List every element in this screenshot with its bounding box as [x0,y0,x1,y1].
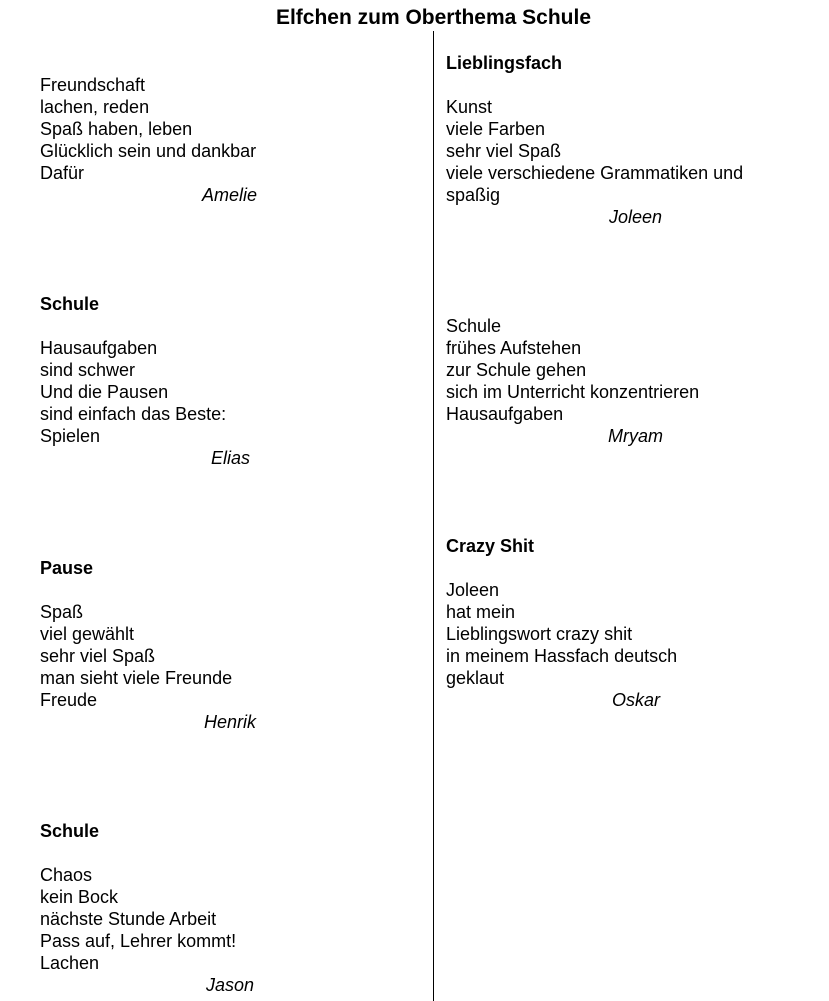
poem-line: Freude [40,690,98,710]
poem-lines [40,74,256,184]
poem-line: Joleen [446,580,500,600]
poem-line: sehr viel Spaß [446,141,562,161]
poem-line: Pass auf, Lehrer kommt! [40,931,237,951]
poem-line: sich im Unterricht konzentrieren [446,382,700,402]
poem-lines [40,337,226,447]
poem-line: kein Bock [40,887,119,907]
poem-line: spaßig [446,185,501,205]
poem-jason [40,820,236,974]
poem-line: zur Schule gehen [446,360,587,380]
poem-heading: Pause [40,558,94,578]
poem-line: geklaut [446,668,505,688]
poem-line: viele verschiedene Grammatiken und [446,163,744,183]
poem-joleen [446,52,743,206]
poem-heading: Lieblingsfach [446,53,563,73]
poem-line: Spaß [40,602,84,622]
poem-line: in meinem Hassfach deutsch [446,646,678,666]
poem-line: Freundschaft [40,75,146,95]
poem-mryam [446,315,699,425]
poem-heading: Schule [40,294,100,314]
poem-line: frühes Aufstehen [446,338,582,358]
poem-line: Chaos [40,865,93,885]
poem-line: Schule [446,316,502,336]
poem-line: Glücklich sein und dankbar [40,141,257,161]
poem-line: Dafür [40,163,85,183]
poem-amelie [40,74,256,184]
poem-line: Spaß haben, leben [40,119,193,139]
poem-author: Joleen [609,207,663,227]
column-divider [433,31,434,1001]
poem-line: Hausaufgaben [446,404,564,424]
poem-lines [446,315,699,425]
poem-author: Jason [206,975,255,995]
poem-line: viel gewählt [40,624,135,644]
poem-line: man sieht viele Freunde [40,668,233,688]
poem-author: Elias [211,448,251,468]
poem-lines [40,601,232,711]
poem-author: Oskar [612,690,661,710]
poem-oskar [446,535,677,689]
poem-line: sehr viel Spaß [40,646,156,666]
poem-lines [446,579,677,689]
poem-line: Kunst [446,97,493,117]
poem-henrik [40,557,232,711]
poem-lines [40,864,236,974]
poem-line: Hausaufgaben [40,338,158,358]
page-title: Elfchen zum Oberthema Schule [275,6,592,29]
poem-line: hat mein [446,602,516,622]
poem-line: lachen, reden [40,97,150,117]
poem-line: nächste Stunde Arbeit [40,909,217,929]
poem-heading: Schule [40,821,100,841]
poem-author: Mryam [608,426,663,446]
poem-heading: Crazy Shit [446,536,535,556]
poem-line: Und die Pausen [40,382,169,402]
poem-author: Henrik [204,712,257,732]
poem-line: Lieblingswort crazy shit [446,624,633,644]
poem-elias [40,293,226,447]
poem-author: Amelie [202,185,258,205]
poem-line: sind einfach das Beste: [40,404,227,424]
poem-line: Spielen [40,426,101,446]
poem-line: viele Farben [446,119,546,139]
poem-line: sind schwer [40,360,136,380]
poem-lines [446,96,743,206]
poem-line: Lachen [40,953,100,973]
